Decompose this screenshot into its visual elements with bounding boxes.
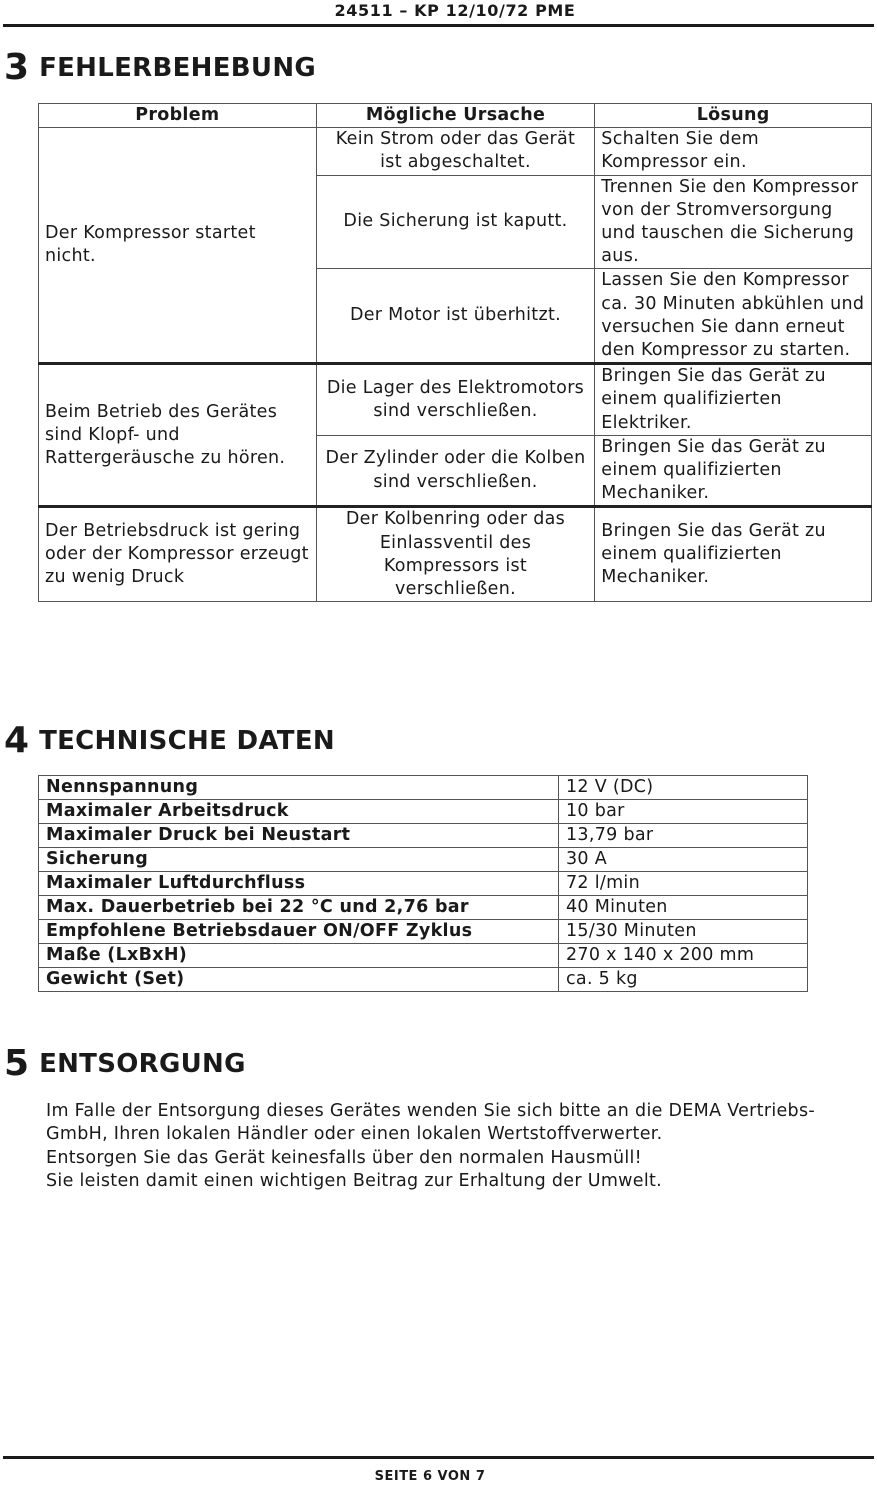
spec-row [39, 968, 808, 992]
spec-value: 40 Minuten [559, 896, 808, 920]
technical-data-table [38, 775, 808, 992]
spec-value: 13,79 bar [559, 824, 808, 848]
spec-value: 10 bar [559, 800, 808, 824]
cause-cell: Kein Strom oder das Gerät ist abgeschaltet. [316, 128, 595, 175]
spec-label: Gewicht (Set) [39, 968, 559, 992]
disposal-paragraph: Im Falle der Entsorgung dieses Gerätes wenden Sie sich bitte an die DEMA Vertriebs-GmbH, Ihren lokalen Händler oder einen lokalen Wertstoffverwerter. [46, 1101, 815, 1145]
problem-cell: Der Kompressor startet nicht. [39, 128, 317, 364]
section-3-title: FEHLERBEHEBUNG [39, 53, 317, 83]
spec-value: 15/30 Minuten [559, 920, 808, 944]
column-header-problem: Problem [39, 104, 317, 128]
cause-cell: Die Lager des Elektromotors sind verschließen. [316, 364, 595, 436]
section-4-number: 4 [4, 720, 30, 761]
document-header-id: 24511 – KP 12/10/72 PME [334, 1, 576, 20]
disposal-text [46, 1100, 871, 1194]
spec-label: Sicherung [39, 848, 559, 872]
spec-row [39, 776, 808, 800]
spec-row [39, 848, 808, 872]
spec-label: Maximaler Druck bei Neustart [39, 824, 559, 848]
solution-cell: Schalten Sie dem Kompressor ein. [595, 128, 872, 175]
troubleshooting-table [38, 103, 872, 602]
problem-cell: Beim Betrieb des Gerätes sind Klopf- und Rattergeräusche zu hören. [39, 364, 317, 507]
spec-label: Nennspannung [39, 776, 559, 800]
cause-cell: Der Zylinder oder die Kolben sind verschließen. [316, 435, 595, 507]
spec-label: Maximaler Luftdurchfluss [39, 872, 559, 896]
disposal-paragraph: Entsorgen Sie das Gerät keinesfalls über den normalen Hausmüll! [46, 1147, 642, 1168]
spec-value: 270 x 140 x 200 mm [559, 944, 808, 968]
spec-value: ca. 5 kg [559, 968, 808, 992]
cause-cell: Der Motor ist überhitzt. [316, 269, 595, 364]
section-5-title: ENTSORGUNG [39, 1049, 246, 1079]
spec-row [39, 896, 808, 920]
spec-row [39, 800, 808, 824]
spec-value: 30 A [559, 848, 808, 872]
spec-row [39, 824, 808, 848]
spec-label: Empfohlene Betriebsdauer ON/OFF Zyklus [39, 920, 559, 944]
header-rule [3, 24, 874, 27]
spec-row [39, 920, 808, 944]
section-3-heading [4, 46, 316, 90]
cause-cell: Der Kolbenring oder das Einlassventil des Kompressors ist verschließen. [316, 507, 595, 602]
section-5-number: 5 [4, 1043, 30, 1084]
spec-value: 12 V (DC) [559, 776, 808, 800]
troubleshooting-header-row [39, 104, 872, 128]
solution-cell: Bringen Sie das Gerät zu einem qualifizierten Elektriker. [595, 364, 872, 436]
column-header-cause: Mögliche Ursache [316, 104, 595, 128]
spec-label: Max. Dauerbetrieb bei 22 °C und 2,76 bar [39, 896, 559, 920]
page-number: SEITE 6 VON 7 [374, 1469, 486, 1484]
solution-cell: Trennen Sie den Kompressor von der Stromversorgung und tauschen die Sicherung aus. [595, 175, 872, 269]
solution-cell: Bringen Sie das Gerät zu einem qualifizierten Mechaniker. [595, 507, 872, 602]
table-row [39, 364, 872, 436]
solution-cell: Bringen Sie das Gerät zu einem qualifizierten Mechaniker. [595, 435, 872, 507]
cause-cell: Die Sicherung ist kaputt. [316, 175, 595, 269]
spec-label: Maximaler Arbeitsdruck [39, 800, 559, 824]
disposal-paragraph: Sie leisten damit einen wichtigen Beitrag zur Erhaltung der Umwelt. [46, 1171, 663, 1192]
section-3-number: 3 [4, 47, 30, 88]
problem-cell: Der Betriebsdruck ist gering oder der Kompressor erzeugt zu wenig Druck [39, 507, 317, 602]
table-row [39, 507, 872, 602]
solution-cell: Lassen Sie den Kompressor ca. 30 Minuten abkühlen und versuchen Sie dann erneut den Kompressor zu starten. [595, 269, 872, 364]
spec-label: Maße (LxBxH) [39, 944, 559, 968]
section-4-heading [4, 719, 335, 763]
column-header-solution: Lösung [595, 104, 872, 128]
footer-rule [3, 1456, 874, 1459]
spec-value: 72 l/min [559, 872, 808, 896]
spec-row [39, 872, 808, 896]
section-5-heading [4, 1042, 246, 1086]
table-row [39, 128, 872, 175]
section-4-title: TECHNISCHE DATEN [39, 726, 335, 756]
spec-row [39, 944, 808, 968]
